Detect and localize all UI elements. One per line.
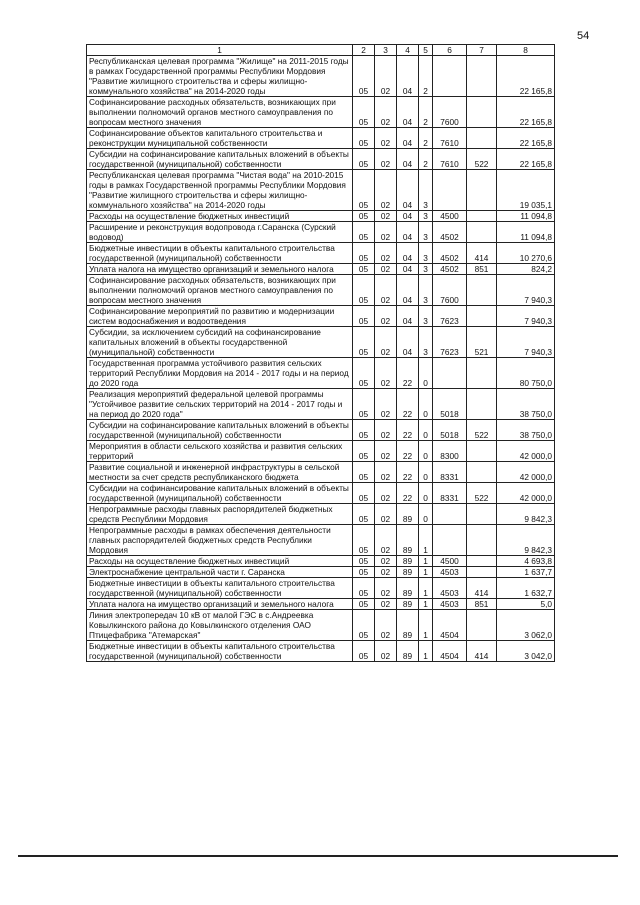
row-col-6: 7600 — [433, 97, 467, 128]
row-name: Государственная программа устойчивого развития сельских территорий Республики Мордовия на 2014 - 2017 годы и на период до 2020 года — [87, 358, 353, 389]
row-name: Бюджетные инвестиции в объекты капитального строительства государственной (муниципальной) собственности — [87, 578, 353, 599]
row-col-4: 22 — [397, 420, 419, 441]
row-name: Расширение и реконструкция водопровода г.Саранска (Сурский водовод) — [87, 222, 353, 243]
page-number: 54 — [577, 30, 590, 42]
row-col-5: 3 — [419, 306, 433, 327]
row-col-4: 89 — [397, 556, 419, 567]
table-row — [87, 578, 555, 599]
table-row — [87, 641, 555, 662]
row-col-4: 89 — [397, 610, 419, 641]
row-amount: 3 062,0 — [497, 610, 555, 641]
row-col-6 — [433, 56, 467, 97]
row-col-3: 02 — [375, 306, 397, 327]
row-col-7: 851 — [467, 599, 497, 610]
row-col-7 — [467, 170, 497, 211]
row-col-7 — [467, 306, 497, 327]
row-amount: 80 750,0 — [497, 358, 555, 389]
row-amount: 22 165,8 — [497, 128, 555, 149]
row-col-7 — [467, 128, 497, 149]
row-amount: 11 094,8 — [497, 222, 555, 243]
row-col-4: 04 — [397, 327, 419, 358]
header-col-8: 8 — [497, 45, 555, 56]
row-col-5: 1 — [419, 556, 433, 567]
row-col-7 — [467, 211, 497, 222]
row-amount: 11 094,8 — [497, 211, 555, 222]
table-row — [87, 128, 555, 149]
row-col-7 — [467, 275, 497, 306]
row-col-6: 4504 — [433, 641, 467, 662]
row-col-2: 05 — [353, 358, 375, 389]
row-name: Развитие социальной и инженерной инфраструктуры в сельской местности за счет средств республиканского бюджета — [87, 462, 353, 483]
row-col-2: 05 — [353, 420, 375, 441]
row-col-4: 22 — [397, 358, 419, 389]
row-col-5: 3 — [419, 170, 433, 211]
row-amount: 19 035,1 — [497, 170, 555, 211]
row-col-5: 2 — [419, 149, 433, 170]
row-col-7: 522 — [467, 149, 497, 170]
row-amount: 10 270,6 — [497, 243, 555, 264]
row-col-5: 3 — [419, 275, 433, 306]
row-amount: 1 632,7 — [497, 578, 555, 599]
table-row — [87, 211, 555, 222]
row-col-4: 04 — [397, 211, 419, 222]
row-col-7 — [467, 504, 497, 525]
row-col-2: 05 — [353, 211, 375, 222]
table-row — [87, 222, 555, 243]
row-amount: 9 842,3 — [497, 525, 555, 556]
row-col-2: 05 — [353, 389, 375, 420]
row-amount: 22 165,8 — [497, 56, 555, 97]
row-col-6: 7623 — [433, 327, 467, 358]
row-col-6: 5018 — [433, 420, 467, 441]
row-col-3: 02 — [375, 504, 397, 525]
row-name: Уплата налога на имущество организаций и земельного налога — [87, 599, 353, 610]
row-col-6: 5018 — [433, 389, 467, 420]
table-row — [87, 420, 555, 441]
row-col-7 — [467, 610, 497, 641]
row-col-3: 02 — [375, 128, 397, 149]
table-row — [87, 170, 555, 211]
row-col-6: 8331 — [433, 483, 467, 504]
row-col-5: 0 — [419, 358, 433, 389]
row-col-5: 2 — [419, 97, 433, 128]
table-row — [87, 441, 555, 462]
row-col-7 — [467, 525, 497, 556]
row-col-5: 3 — [419, 211, 433, 222]
row-col-4: 22 — [397, 483, 419, 504]
row-name: Реализация мероприятий федеральной целевой программы "Устойчивое развитие сельских территорий на 2014 - 2017 годы и на период до 2020 года" — [87, 389, 353, 420]
table-row — [87, 243, 555, 264]
header-col-3: 3 — [375, 45, 397, 56]
row-name: Электроснабжение центральной части г. Саранска — [87, 567, 353, 578]
row-amount: 7 940,3 — [497, 306, 555, 327]
row-col-6: 4504 — [433, 610, 467, 641]
header-col-5: 5 — [419, 45, 433, 56]
row-col-5: 2 — [419, 56, 433, 97]
table-row — [87, 389, 555, 420]
row-col-4: 89 — [397, 641, 419, 662]
row-col-5: 1 — [419, 567, 433, 578]
row-col-2: 05 — [353, 170, 375, 211]
row-col-6 — [433, 504, 467, 525]
row-col-3: 02 — [375, 556, 397, 567]
row-amount: 22 165,8 — [497, 97, 555, 128]
row-col-6: 4502 — [433, 243, 467, 264]
row-amount: 42 000,0 — [497, 483, 555, 504]
table-row — [87, 599, 555, 610]
row-col-6: 7610 — [433, 128, 467, 149]
row-col-6: 4500 — [433, 211, 467, 222]
row-col-3: 02 — [375, 599, 397, 610]
table-row — [87, 56, 555, 97]
table-row — [87, 358, 555, 389]
bottom-rule — [18, 855, 618, 857]
row-amount: 7 940,3 — [497, 327, 555, 358]
row-col-4: 04 — [397, 264, 419, 275]
row-col-4: 04 — [397, 306, 419, 327]
row-col-2: 05 — [353, 56, 375, 97]
row-col-3: 02 — [375, 275, 397, 306]
row-col-2: 05 — [353, 610, 375, 641]
row-name: Непрограммные расходы главных распорядителей бюджетных средств Республики Мордовия — [87, 504, 353, 525]
row-col-5: 1 — [419, 641, 433, 662]
row-col-6: 4503 — [433, 567, 467, 578]
row-col-4: 04 — [397, 128, 419, 149]
table-row — [87, 275, 555, 306]
header-col-1: 1 — [87, 45, 353, 56]
table-row — [87, 462, 555, 483]
row-col-2: 05 — [353, 567, 375, 578]
row-col-7: 414 — [467, 578, 497, 599]
row-col-6: 7623 — [433, 306, 467, 327]
row-col-4: 04 — [397, 170, 419, 211]
table-row — [87, 556, 555, 567]
table-row — [87, 483, 555, 504]
row-col-5: 1 — [419, 599, 433, 610]
row-col-7 — [467, 441, 497, 462]
row-col-3: 02 — [375, 441, 397, 462]
budget-table — [86, 44, 555, 662]
row-col-3: 02 — [375, 641, 397, 662]
row-col-6: 7600 — [433, 275, 467, 306]
row-col-6 — [433, 170, 467, 211]
row-col-4: 04 — [397, 243, 419, 264]
table-row — [87, 504, 555, 525]
row-amount: 824,2 — [497, 264, 555, 275]
row-col-7: 851 — [467, 264, 497, 275]
row-col-2: 05 — [353, 243, 375, 264]
row-col-2: 05 — [353, 599, 375, 610]
row-name: Софинансирование расходных обязательств, возникающих при выполнении полномочий органов местного самоуправления по вопросам местного значения — [87, 97, 353, 128]
row-col-4: 89 — [397, 504, 419, 525]
row-amount: 9 842,3 — [497, 504, 555, 525]
row-col-3: 02 — [375, 222, 397, 243]
table-row — [87, 149, 555, 170]
row-col-6: 4503 — [433, 578, 467, 599]
row-col-4: 04 — [397, 97, 419, 128]
row-col-2: 05 — [353, 578, 375, 599]
row-col-3: 02 — [375, 243, 397, 264]
row-name: Софинансирование мероприятий по развитию и модернизации систем водоснабжения и водоотведения — [87, 306, 353, 327]
row-col-5: 3 — [419, 264, 433, 275]
row-amount: 3 042,0 — [497, 641, 555, 662]
row-col-5: 0 — [419, 504, 433, 525]
row-col-7: 522 — [467, 420, 497, 441]
row-name: Республиканская целевая программа "Чистая вода" на 2010-2015 годы в рамках Государственной программы Республики Мордовия "Развитие жилищного строительства и сферы жилищно-коммунального хозяйства" на 2014-2020 годы — [87, 170, 353, 211]
row-col-2: 05 — [353, 441, 375, 462]
row-amount: 38 750,0 — [497, 389, 555, 420]
table-row — [87, 306, 555, 327]
row-col-7: 414 — [467, 641, 497, 662]
row-name: Субсидии, за исключением субсидий на софинансирование капитальных вложений в объекты государственной (муниципальной) собственности — [87, 327, 353, 358]
row-amount: 4 693,8 — [497, 556, 555, 567]
table-row — [87, 610, 555, 641]
header-row — [87, 45, 555, 56]
row-col-6: 4502 — [433, 264, 467, 275]
header-col-7: 7 — [467, 45, 497, 56]
row-col-7 — [467, 556, 497, 567]
row-col-3: 02 — [375, 56, 397, 97]
row-col-4: 22 — [397, 462, 419, 483]
row-col-4: 22 — [397, 441, 419, 462]
row-amount: 5,0 — [497, 599, 555, 610]
header-col-6: 6 — [433, 45, 467, 56]
header-col-2: 2 — [353, 45, 375, 56]
row-name: Линия электропередач 10 кВ от малой ГЭС в с.Андреевка Ковылкинского района до Ковылкинского отделения ОАО Птицефабрика "Атемарская" — [87, 610, 353, 641]
row-name: Софинансирование расходных обязательств, возникающих при выполнении полномочий органов местного самоуправления по вопросам местного значения — [87, 275, 353, 306]
table-row — [87, 567, 555, 578]
row-col-5: 1 — [419, 578, 433, 599]
row-name: Уплата налога на имущество организаций и земельного налога — [87, 264, 353, 275]
row-amount: 1 637,7 — [497, 567, 555, 578]
row-name: Мероприятия в области сельского хозяйства и развития сельских территорий — [87, 441, 353, 462]
row-col-2: 05 — [353, 97, 375, 128]
row-col-6 — [433, 358, 467, 389]
row-name: Субсидии на софинансирование капитальных вложений в объекты государственной (муниципальной) собственности — [87, 483, 353, 504]
row-col-2: 05 — [353, 222, 375, 243]
row-col-2: 05 — [353, 504, 375, 525]
row-col-5: 3 — [419, 327, 433, 358]
row-col-7 — [467, 389, 497, 420]
row-col-5: 0 — [419, 389, 433, 420]
row-col-4: 04 — [397, 222, 419, 243]
row-col-3: 02 — [375, 149, 397, 170]
row-name: Республиканская целевая программа "Жилище" на 2011-2015 годы в рамках Государственной программы Республики Мордовия "Развитие жилищного строительства и сферы жилищно-коммунального хозяйства" на 2014-2020 годы — [87, 56, 353, 97]
row-col-3: 02 — [375, 211, 397, 222]
row-col-6 — [433, 525, 467, 556]
row-col-3: 02 — [375, 420, 397, 441]
row-col-6: 7610 — [433, 149, 467, 170]
row-amount: 22 165,8 — [497, 149, 555, 170]
row-col-4: 04 — [397, 149, 419, 170]
row-col-4: 22 — [397, 389, 419, 420]
row-col-2: 05 — [353, 327, 375, 358]
row-col-7 — [467, 462, 497, 483]
row-name: Расходы на осуществление бюджетных инвестиций — [87, 211, 353, 222]
row-col-7 — [467, 97, 497, 128]
table-body — [87, 56, 555, 662]
row-amount: 7 940,3 — [497, 275, 555, 306]
row-amount: 42 000,0 — [497, 441, 555, 462]
table-row — [87, 525, 555, 556]
row-col-2: 05 — [353, 483, 375, 504]
row-col-2: 05 — [353, 149, 375, 170]
row-name: Бюджетные инвестиции в объекты капитального строительства государственной (муниципальной) собственности — [87, 641, 353, 662]
row-col-2: 05 — [353, 128, 375, 149]
row-col-4: 04 — [397, 275, 419, 306]
row-name: Субсидии на софинансирование капитальных вложений в объекты государственной (муниципальной) собственности — [87, 420, 353, 441]
row-col-3: 02 — [375, 264, 397, 275]
row-col-6: 4503 — [433, 599, 467, 610]
row-col-5: 3 — [419, 222, 433, 243]
row-col-5: 0 — [419, 441, 433, 462]
row-col-4: 89 — [397, 567, 419, 578]
row-col-4: 04 — [397, 56, 419, 97]
row-col-4: 89 — [397, 525, 419, 556]
row-col-3: 02 — [375, 97, 397, 128]
row-col-7 — [467, 358, 497, 389]
row-col-2: 05 — [353, 525, 375, 556]
row-col-5: 0 — [419, 462, 433, 483]
row-col-7: 521 — [467, 327, 497, 358]
row-name: Бюджетные инвестиции в объекты капитального строительства государственной (муниципальной) собственности — [87, 243, 353, 264]
table-row — [87, 264, 555, 275]
row-col-2: 05 — [353, 462, 375, 483]
row-col-4: 89 — [397, 599, 419, 610]
row-col-4: 89 — [397, 578, 419, 599]
row-col-3: 02 — [375, 327, 397, 358]
row-col-6: 8300 — [433, 441, 467, 462]
row-col-2: 05 — [353, 264, 375, 275]
row-col-5: 1 — [419, 525, 433, 556]
row-col-3: 02 — [375, 525, 397, 556]
row-col-5: 0 — [419, 483, 433, 504]
table-row — [87, 327, 555, 358]
row-amount: 38 750,0 — [497, 420, 555, 441]
row-col-3: 02 — [375, 483, 397, 504]
row-col-3: 02 — [375, 170, 397, 211]
row-name: Субсидии на софинансирование капитальных вложений в объекты государственной (муниципальной) собственности — [87, 149, 353, 170]
row-col-7 — [467, 56, 497, 97]
row-col-2: 05 — [353, 306, 375, 327]
row-col-2: 05 — [353, 641, 375, 662]
row-name: Непрограммные расходы в рамках обеспечения деятельности главных распорядителей бюджетных средств Республики Мордовия — [87, 525, 353, 556]
row-col-7: 522 — [467, 483, 497, 504]
row-col-5: 2 — [419, 128, 433, 149]
row-col-5: 3 — [419, 243, 433, 264]
row-col-7 — [467, 567, 497, 578]
header-col-4: 4 — [397, 45, 419, 56]
row-col-3: 02 — [375, 358, 397, 389]
row-col-3: 02 — [375, 578, 397, 599]
row-col-5: 1 — [419, 610, 433, 641]
row-col-6: 8331 — [433, 462, 467, 483]
row-col-3: 02 — [375, 610, 397, 641]
table-row — [87, 97, 555, 128]
row-col-6: 4502 — [433, 222, 467, 243]
row-name: Расходы на осуществление бюджетных инвестиций — [87, 556, 353, 567]
row-col-3: 02 — [375, 462, 397, 483]
row-col-5: 0 — [419, 420, 433, 441]
row-col-2: 05 — [353, 275, 375, 306]
row-col-7: 414 — [467, 243, 497, 264]
row-col-7 — [467, 222, 497, 243]
row-col-3: 02 — [375, 389, 397, 420]
row-name: Софинансирование объектов капитального строительства и реконструкции муниципальной собственности — [87, 128, 353, 149]
row-amount: 42 000,0 — [497, 462, 555, 483]
row-col-3: 02 — [375, 567, 397, 578]
row-col-6: 4500 — [433, 556, 467, 567]
row-col-2: 05 — [353, 556, 375, 567]
